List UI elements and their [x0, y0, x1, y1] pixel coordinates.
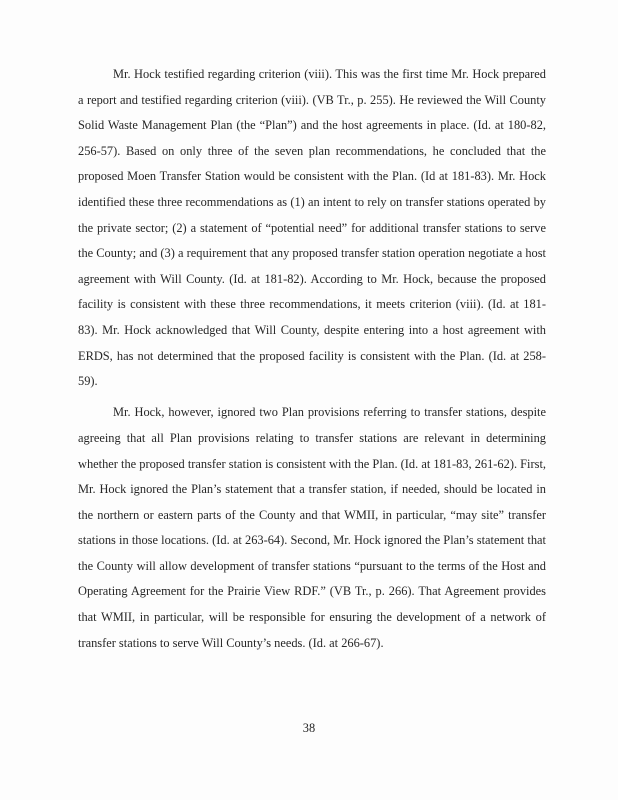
- paragraph-ignored-provisions: Mr. Hock, however, ignored two Plan provisions referring to transfer stations, despite agreeing that all Plan provisions relating to transfer stations are relevant in determining whether the proposed transfer station is consistent with the Plan. (Id. at 181-83, 261-62). First, Mr. Hock ignored the Plan’s statement that a transfer station, if needed, should be located in the northern or eastern parts of the County and that WMII, in particular, “may site” transfer stations in those locations. (Id. at 263-64). Second, Mr. Hock ignored the Plan’s statement that the County will allow development of transfer stations “pursuant to the terms of the Host and Operating Agreement for the Prairie View RDF.” (VB Tr., p. 266). That Agreement provides that WMII, in particular, will be responsible for ensuring the development of a network of transfer stations to serve Will County’s needs. (Id. at 266-67).: [78, 405, 546, 650]
- page-number: 38: [302, 721, 316, 735]
- body-text: [78, 62, 546, 656]
- paragraph-hock-testimony: Mr. Hock testified regarding criterion (viii). This was the first time Mr. Hock prepared a report and testified regarding criterion (viii). (VB Tr., p. 255). He reviewed the Will County Solid Waste Management Plan (the “Plan”) and the host agreements in place. (Id. at 180-82, 256-57). Based on only three of the seven plan recommendations, he concluded that the proposed Moen Transfer Station would be consistent with the Plan. (Id at 181-83). Mr. Hock identified these three recommendations as (1) an intent to rely on transfer stations operated by the private sector; (2) a statement of “potential need” for additional transfer stations to serve the County; and (3) a requirement that any proposed transfer station operation negotiate a host agreement with Will County. (Id. at 181-82). According to Mr. Hock, because the proposed facility is consistent with these three recommendations, it meets criterion (viii). (Id. at 181-83). Mr. Hock acknowledged that Will County, despite entering into a host agreement with ERDS, has not determined that the proposed facility is consistent with the Plan. (Id. at 258-59).: [78, 67, 546, 389]
